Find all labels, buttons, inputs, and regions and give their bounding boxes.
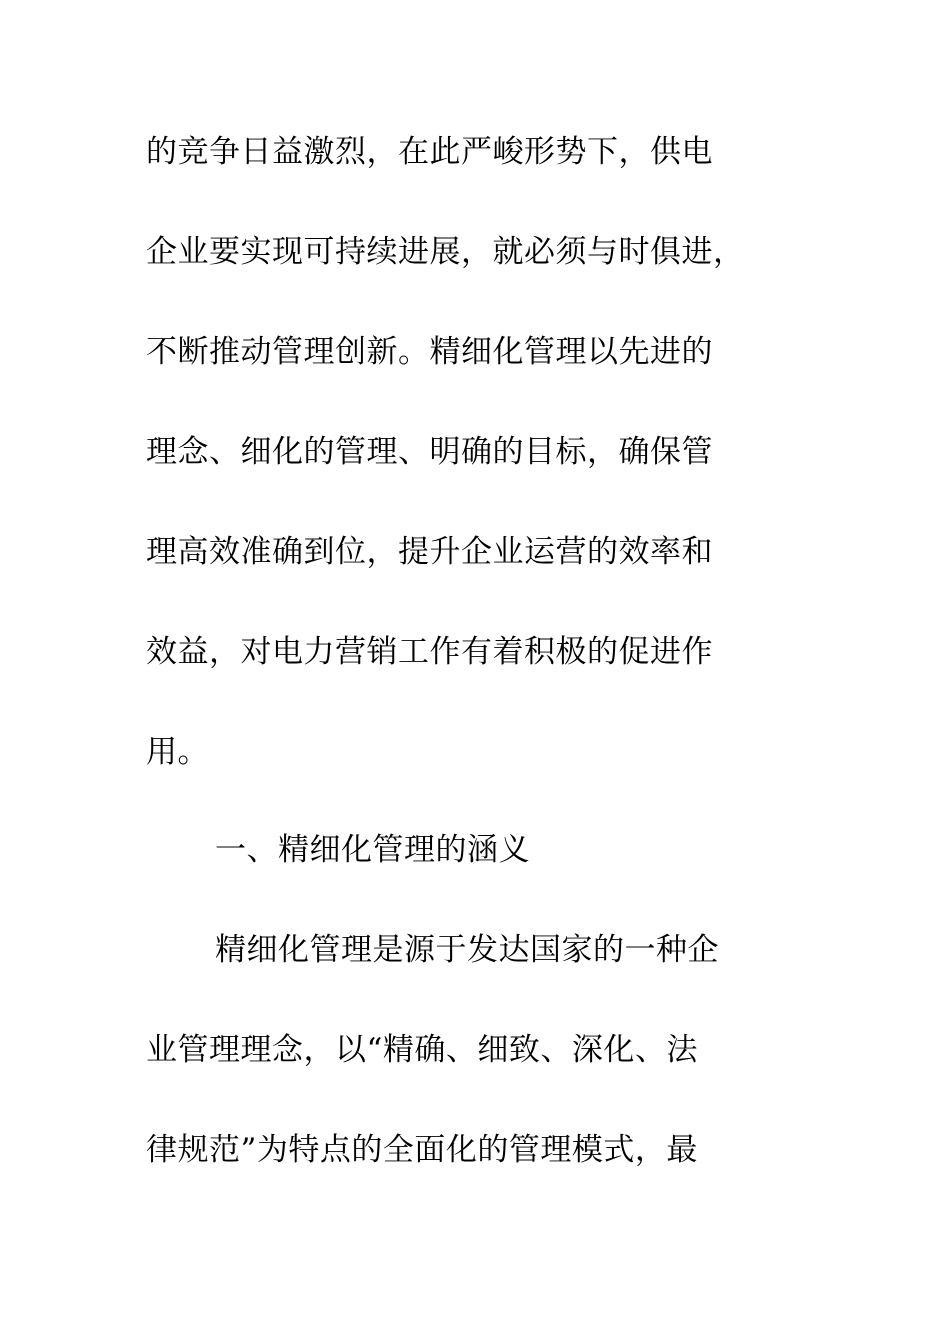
paragraph-line-9: 业管理理念，以“精确、细致、深化、法 [146, 1032, 698, 1068]
paragraph-line-1: 的竞争日益激烈，在此严峻形势下，供电 [146, 134, 713, 170]
paragraph-line-6: 效益，对电力营销工作有着积极的促进作 [146, 634, 713, 670]
section-heading: 一、精细化管理的涵义 [215, 832, 530, 868]
paragraph-line-8: 精细化管理是源于发达国家的一种企 [215, 932, 719, 968]
paragraph-line-3: 不断推动管理创新。精细化管理以先进的 [146, 334, 713, 370]
paragraph-line-4: 理念、细化的管理、明确的目标，确保管 [146, 434, 713, 470]
paragraph-line-10: 律规范”为特点的全面化的管理模式，最 [146, 1132, 698, 1168]
paragraph-line-5: 理高效准确到位，提升企业运营的效率和 [146, 534, 713, 570]
paragraph-line-2: 企业要实现可持续进展，就必须与时俱进， [146, 234, 745, 270]
paragraph-line-7: 用。 [146, 734, 209, 770]
